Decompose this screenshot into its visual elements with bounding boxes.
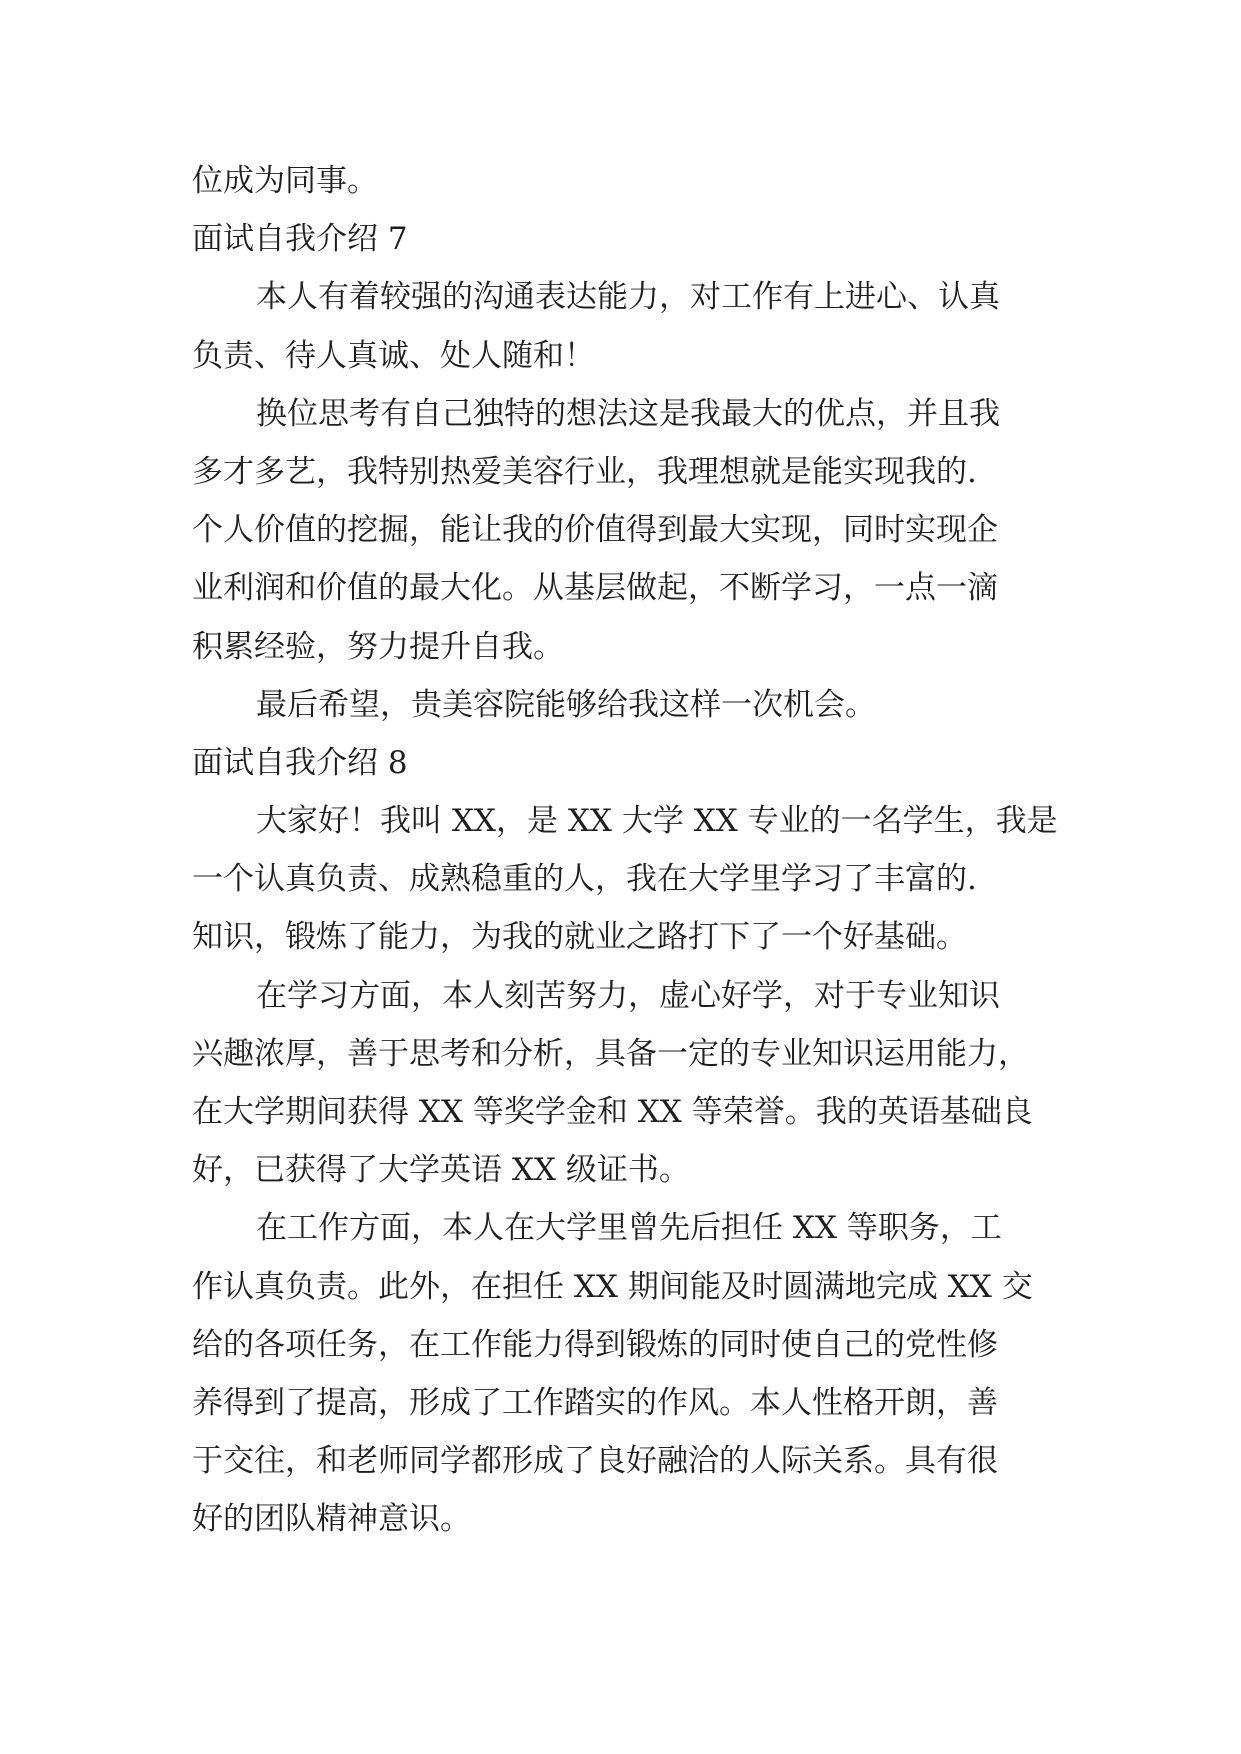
- paragraph-line: 业利润和价值的最大化。从基层做起，不断学习，一点一滴: [192, 570, 998, 607]
- paragraph-line: 个人价值的挖掘，能让我的价值得到最大实现，同时实现企: [192, 512, 998, 549]
- paragraph-line: 兴趣浓厚，善于思考和分析，具备一定的专业知识运用能力，: [192, 1035, 1029, 1072]
- paragraph-line: 位成为同事。: [192, 163, 378, 199]
- paragraph-line: 最后希望，贵美容院能够给我这样一次机会。: [256, 686, 876, 723]
- paragraph-line: 给的各项任务，在工作能力得到锻炼的同时使自己的党性修: [192, 1326, 998, 1363]
- paragraph-line: 在大学期间获得 XX 等奖学金和 XX 等荣誉。我的英语基础良: [192, 1094, 1033, 1130]
- paragraph-line: 在工作方面，本人在大学里曾先后担任 XX 等职务，工: [256, 1210, 1002, 1247]
- paragraph-line: 好，已获得了大学英语 XX 级证书。: [192, 1152, 690, 1189]
- paragraph-line: 养得到了提高，形成了工作踏实的作风。本人性格开朗，善: [192, 1384, 998, 1421]
- paragraph-line: 作认真负责。此外，在担任 XX 期间能及时圆满地完成 XX 交: [192, 1268, 1033, 1305]
- paragraph-line: 大家好！我叫 XX，是 XX 大学 XX 专业的一名学生，我是: [256, 803, 1058, 840]
- paragraph-line: 好的团队精神意识。: [192, 1501, 471, 1538]
- document-body: [192, 152, 1058, 1549]
- section-heading: 面试自我介绍 8: [192, 744, 408, 781]
- paragraph-line: 知识，锻炼了能力，为我的就业之路打下了一个好基础。: [192, 919, 967, 956]
- paragraph-line: 负责、待人真诚、处人随和！: [192, 337, 595, 374]
- paragraph-line: 积累经验，努力提升自我。: [192, 628, 564, 665]
- paragraph-line: 换位思考有自己独特的想法这是我最大的优点，并且我: [256, 395, 1000, 432]
- paragraph-line: 本人有着较强的沟通表达能力，对工作有上进心、认真: [256, 279, 1000, 316]
- paragraph-line: 多才多艺，我特别热爱美容行业，我理想就是能实现我的.: [192, 453, 977, 490]
- section-heading: 面试自我介绍 7: [192, 221, 408, 258]
- paragraph-line: 在学习方面，本人刻苦努力，虚心好学，对于专业知识: [256, 977, 1000, 1014]
- paragraph-line: 于交往，和老师同学都形成了良好融洽的人际关系。具有很: [192, 1443, 998, 1480]
- paragraph-line: 一个认真负责、成熟稳重的人，我在大学里学习了丰富的.: [192, 861, 977, 898]
